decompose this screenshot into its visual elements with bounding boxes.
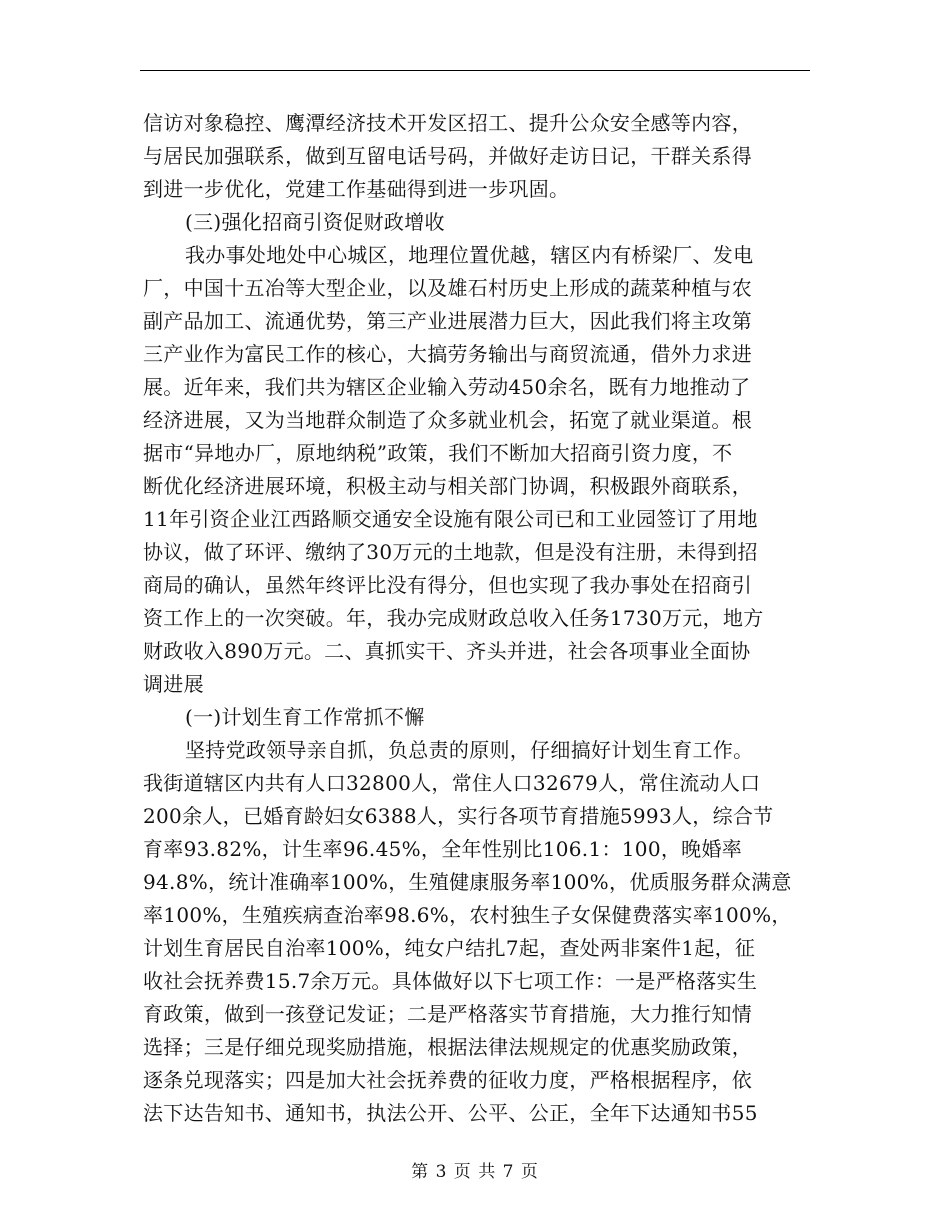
text-line: 育率93.82%，计生率96.45%，全年性别比106.1：100，晚婚率 (143, 837, 743, 861)
text-line: 资工作上的一次突破。年，我办完成财政总收入任务1730万元，地方 (143, 606, 764, 630)
text-line: 选择；三是仔细兑现奖励措施，根据法律法规规定的优惠奖励政策， (143, 1035, 752, 1059)
text-line: 三产业作为富民工作的核心，大搞劳务输出与商贸流通，借外力求进 (143, 342, 752, 366)
text-line: 调进展 (143, 672, 204, 696)
text-line: 信访对象稳控、鹰潭经济技术开发区招工、提升公众安全感等内容， (143, 111, 752, 135)
header-rule (140, 70, 810, 71)
text-line: (一)计划生育工作常抓不懈 (185, 705, 425, 729)
page-number-footer: 第 3 页 共 7 页 (411, 1162, 539, 1182)
text-line: 展。近年来，我们共为辖区企业输入劳动450余名，既有力地推动了 (143, 375, 751, 399)
text-line: 财政收入890万元。二、真抓实干、齐头并进，社会各项事业全面协 (143, 639, 751, 663)
text-line: 据市“异地办厂，原地纳税”政策，我们不断加大招商引资力度，不 (143, 441, 733, 465)
text-line: 到进一步优化，党建工作基础得到进一步巩固。 (143, 177, 570, 201)
text-line: 94.8%，统计准确率100%，生殖健康服务率100%，优质服务群众满意 (143, 870, 792, 894)
text-line: 育政策，做到一孩登记发证；二是严格落实节育措施，大力推行知情 (143, 1002, 752, 1026)
text-line: 协议，做了环评、缴纳了30万元的土地款，但是没有注册，未得到招 (143, 540, 758, 564)
text-line: 计划生育居民自治率100%，纯女户结扎7起，查处两非案件1起，征 (143, 936, 756, 960)
text-line: 副产品加工、流通优势，第三产业进展潜力巨大，因此我们将主攻第 (143, 309, 752, 333)
text-line: 我办事处地处中心城区，地理位置优越，辖区内有桥梁厂、发电 (185, 243, 754, 267)
text-line: 厂，中国十五冶等大型企业，以及雄石村历史上形成的蔬菜种植与农 (143, 276, 752, 300)
text-line: 商局的确认，虽然年终评比没有得分，但也实现了我办事处在招商引 (143, 573, 752, 597)
text-line: 经济进展，又为当地群众制造了众多就业机会，拓宽了就业渠道。根 (143, 408, 752, 432)
text-line: (三)强化招商引资促财政增收 (185, 210, 445, 234)
document-body (143, 107, 823, 1130)
text-line: 我街道辖区内共有人口32800人，常住人口32679人，常住流动人口 (143, 771, 761, 795)
text-line: 断优化经济进展环境，积极主动与相关部门协调，积极跟外商联系， (143, 474, 752, 498)
text-line: 逐条兑现落实；四是加大社会抚养费的征收力度，严格根据程序，依 (143, 1068, 752, 1092)
text-line: 法下达告知书、通知书，执法公开、公平、公正，全年下达通知书55 (143, 1101, 758, 1125)
text-line: 11年引资企业江西路顺交通安全设施有限公司已和工业园签订了用地 (143, 507, 758, 531)
text-line: 坚持党政领导亲自抓，负总责的原则，仔细搞好计划生育工作。 (185, 738, 754, 762)
text-line: 率100%，生殖疾病查治率98.6%，农村独生子女保健费落实率100%， (143, 903, 792, 927)
text-line: 与居民加强联系，做到互留电话号码，并做好走访日记，干群关系得 (143, 144, 752, 168)
text-line: 收社会抚养费15.7余万元。具体做好以下七项工作：一是严格落实生 (143, 969, 758, 993)
text-line: 200余人，已婚育龄妇女6388人，实行各项节育措施5993人，综合节 (143, 804, 774, 828)
